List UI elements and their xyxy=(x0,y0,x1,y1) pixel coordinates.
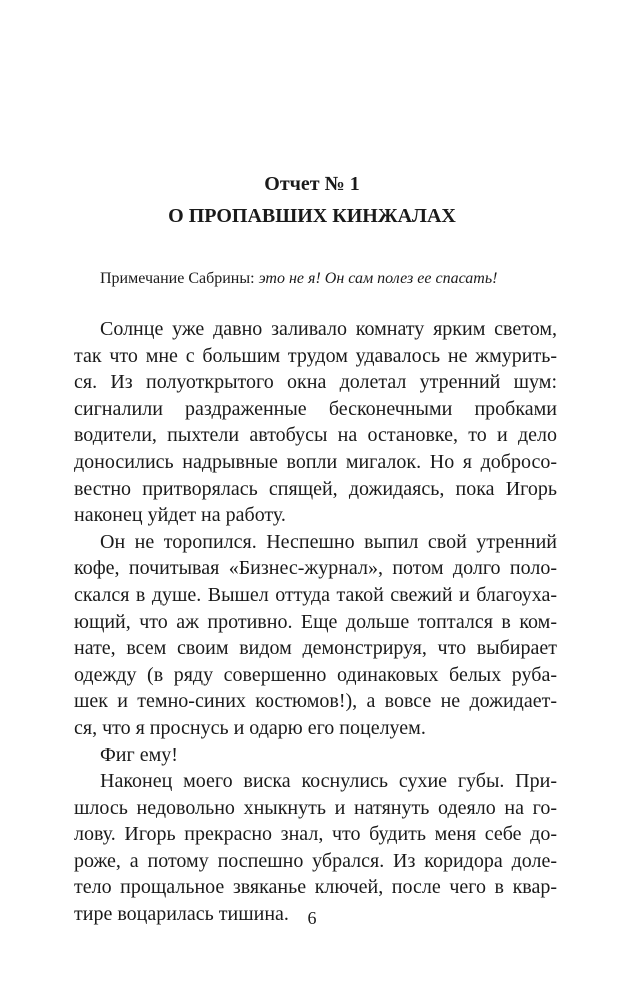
text-line: Фиг ему! xyxy=(100,743,178,766)
author-note xyxy=(100,268,497,290)
chapter-heading xyxy=(0,168,624,232)
note-label: Примечание Сабрины: xyxy=(100,270,259,287)
text-line: роже, а потому поспешно убрался. Из коридора доле- xyxy=(74,849,557,872)
chapter-subtitle: О ПРОПАВШИХ КИНЖАЛАХ xyxy=(168,205,456,227)
text-line: лову. Игорь прекрасно знал, что будить меня себе до- xyxy=(74,823,557,846)
paragraph xyxy=(74,742,557,769)
text-line: тире воцарилась тишина. xyxy=(74,903,289,926)
text-line: шлось недовольно хныкнуть и натянуть одеяло на го- xyxy=(74,796,557,819)
paragraph xyxy=(74,768,557,928)
text-line: шек и темно-синих костюмов!), а вовсе не дожидает- xyxy=(74,690,557,713)
chapter-title: Отчет № 1 xyxy=(264,173,360,195)
text-line: вестно притворялась спящей, дожидаясь, пока Игорь xyxy=(74,477,557,500)
text-line: ся. Из полуоткрытого окна долетал утренний шум: xyxy=(74,371,557,394)
text-line: тело прощальное звяканье ключей, после чего в квар- xyxy=(74,876,557,899)
page-number: 6 xyxy=(307,908,317,928)
text-line: Солнце уже давно заливало комнату ярким светом, xyxy=(100,318,557,340)
paragraph xyxy=(74,529,557,742)
text-line: доносились надрывные вопли мигалок. Но я добросо- xyxy=(74,450,557,473)
text-line: нате, всем своим видом демонстрируя, что выбирает xyxy=(74,637,557,660)
text-line: ся, что я проснусь и одарю его поцелуем. xyxy=(74,716,426,739)
note-text: это не я! Он сам полез ее спасать! xyxy=(258,270,498,287)
paragraph xyxy=(74,316,557,529)
text-line: Наконец моего виска коснулись сухие губы. При- xyxy=(100,770,557,793)
body-text xyxy=(74,316,557,928)
text-line: водители, пыхтели автобусы на остановке, то и дело xyxy=(74,424,557,447)
text-line: наконец уйдет на работу. xyxy=(74,504,286,527)
text-line: ющий, что аж противно. Еще дольше топтался в ком- xyxy=(74,610,557,633)
text-line: скался в душе. Вышел оттуда такой свежий и благоуха- xyxy=(74,583,557,606)
text-line: кофе, почитывая «Бизнес-журнал», потом долго поло- xyxy=(74,557,557,580)
text-line: так что мне с большим трудом удавалось не жмурить- xyxy=(74,344,557,367)
text-line: одежду (в ряду совершенно одинаковых белых руба- xyxy=(74,663,557,686)
text-line: сигналили раздраженные бесконечными пробками xyxy=(74,397,557,420)
text-line: Он не торопился. Неспешно выпил свой утренний xyxy=(100,530,557,553)
